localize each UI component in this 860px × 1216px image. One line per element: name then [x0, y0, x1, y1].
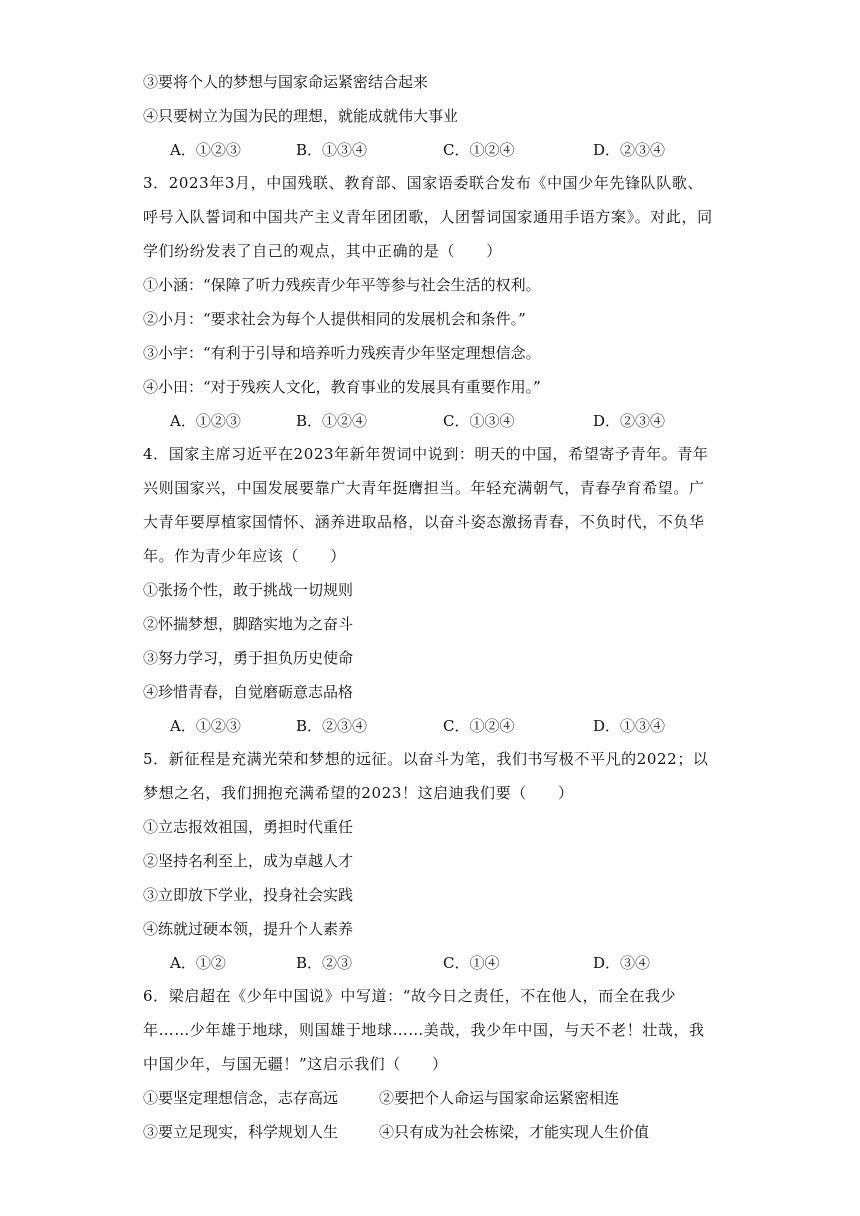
- q6-items-row-2: [143, 1122, 649, 1142]
- q2-item-3: ③要将个人的梦想与国家命运紧密结合起来: [143, 73, 429, 91]
- q5-option-a[interactable]: A．①②: [170, 954, 226, 972]
- q3-option-a[interactable]: A．①②③: [170, 412, 241, 430]
- q3-option-b[interactable]: B．①②④: [296, 412, 368, 430]
- q4-option-c[interactable]: C．①②④: [443, 717, 515, 735]
- q3-item-2: ②小月：“要求社会为每个人提供相同的发展机会和条件。”: [143, 310, 526, 328]
- q4-item-3: ③努力学习，勇于担负历史使命: [143, 649, 354, 667]
- q6-stem: 6．梁启超在《少年中国说》中写道：“故今日之责任，不在他人，而全在我少年……少年雄于地球，则国雄于地球……美哉，我少年中国，与天不老！壮哉，我中国少年，与国无疆！”这启示我们（ ）: [143, 987, 705, 1073]
- q4-item-1: ①张扬个性，敢于挑战一切规则: [143, 581, 354, 599]
- q4-item-4: ④珍惜青春，自觉磨砺意志品格: [143, 683, 354, 701]
- q4-option-a[interactable]: A．①②③: [170, 717, 241, 735]
- q4-options: [0, 716, 860, 736]
- q2-options: [0, 140, 860, 160]
- q6-item-1: ①要坚定理想信念，志存高远: [143, 1089, 339, 1107]
- q3-option-d[interactable]: D．②③④: [593, 412, 666, 430]
- q5-stem: 5．新征程是充满光荣和梦想的远征。以奋斗为笔，我们书写极不平凡的2022；以梦想之名，我们拥抱充满希望的2023！这启迪我们要（ ）: [143, 750, 709, 802]
- q2-option-a[interactable]: A．①②③: [170, 141, 241, 159]
- q5-item-3: ③立即放下学业，投身社会实践: [143, 886, 354, 904]
- q5-option-b[interactable]: B．②③: [296, 954, 353, 972]
- q2-option-d[interactable]: D．②③④: [593, 141, 666, 159]
- q5-item-1: ①立志报效祖国，勇担时代重任: [143, 818, 354, 836]
- q6-item-4: ④只有成为社会栋梁，才能实现人生价值: [379, 1123, 650, 1141]
- q6-items-row-1: [143, 1088, 619, 1108]
- q4-item-2: ②怀揣梦想，脚踏实地为之奋斗: [143, 615, 354, 633]
- q2-item-4: ④只要树立为国为民的理想，就能成就伟大事业: [143, 107, 459, 125]
- q3-stem: 3．2023年3月，中国残联、教育部、国家语委联合发布《中国少年先锋队队歌、呼号入队誓词和中国共产主义青年团团歌，人团誓词国家通用手语方案》。对此，同学们纷纷发表了自己的观点，其中正确的是（ ）: [143, 174, 713, 260]
- q3-options: [0, 411, 860, 431]
- q2-option-c[interactable]: C．①②④: [443, 141, 515, 159]
- q2-option-b[interactable]: B．①③④: [296, 141, 368, 159]
- q3-option-c[interactable]: C．①③④: [443, 412, 515, 430]
- q5-options: [0, 953, 860, 973]
- q5-item-2: ②坚持名利至上，成为卓越人才: [143, 852, 354, 870]
- q6-item-2: ②要把个人命运与国家命运紧密相连: [379, 1089, 620, 1107]
- q5-option-c[interactable]: C．①④: [443, 954, 500, 972]
- q5-option-d[interactable]: D．③④: [593, 954, 651, 972]
- q3-item-3: ③小宇：“有利于引导和培养听力残疾青少年坚定理想信念。: [143, 344, 541, 362]
- q4-stem: 4．国家主席习近平在2023年新年贺词中说到：明天的中国，希望寄予青年。青年兴则国家兴，中国发展要靠广大青年挺膺担当。年轻充满朝气，青春孕育希望。广大青年要厚植家国情怀、涵养进取品格，以奋斗姿态激扬青春，不负时代，不负华年。作为青少年应该（ ）: [143, 445, 709, 565]
- q4-option-d[interactable]: D．①③④: [593, 717, 666, 735]
- q4-option-b[interactable]: B．②③④: [296, 717, 368, 735]
- q3-item-1: ①小涵：“保障了听力残疾青少年平等参与社会生活的权利。: [143, 276, 541, 294]
- q5-item-4: ④练就过硬本领，提升个人素养: [143, 920, 354, 938]
- q6-item-3: ③要立足现实，科学规划人生: [143, 1123, 339, 1141]
- q3-item-4: ④小田：“对于残疾人文化，教育事业的发展具有重要作用。”: [143, 378, 541, 396]
